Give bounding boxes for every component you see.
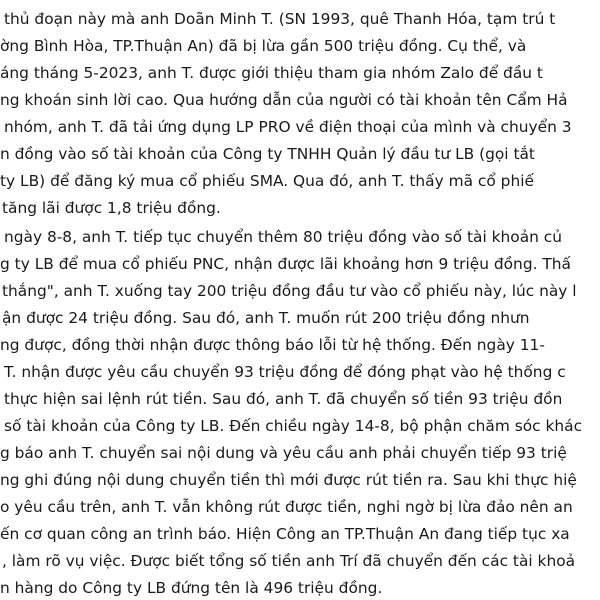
paragraph-line: g báo anh T. chuyển sai nội dung và yêu cầu anh phải chuyển tiếp 93 triệ	[0, 444, 567, 462]
paragraph-line: ng ghi đúng nội dung chuyển tiền thì mới được rút tiền ra. Sau khi thực hiệ	[0, 471, 577, 489]
paragraph-line: áng tháng 5-2023, anh T. được giới thiệu tham gia nhóm Zalo để đầu t	[0, 64, 543, 82]
paragraph-line: thắng", anh T. xuống tay 200 triệu đồng đầu tư vào cổ phiếu này, lúc này l	[2, 282, 577, 300]
paragraph-line: ng khoán sinh lời cao. Qua hướng dẫn của người có tài khoản tên Cẩm Hả	[0, 91, 568, 109]
paragraph-line: ngày 8-8, anh T. tiếp tục chuyển thêm 80 triệu đồng vào số tài khoản củ	[4, 228, 563, 246]
paragraph-line: ng được, đồng thời nhận được thông báo lỗi từ hệ thống. Đến ngày 11-	[0, 336, 545, 354]
paragraph-line: thực hiện sai lệnh rút tiền. Sau đó, anh T. đã chuyển số tiền 93 triệu đồn	[4, 390, 563, 408]
paragraph-line: n đồng vào số tài khoản của Công ty TNHH Quản lý đầu tư LB (gọi tắt	[0, 145, 535, 163]
paragraph-line: thủ đoạn này mà anh Doãn Minh T. (SN 1993, quê Thanh Hóa, tạm trú t	[4, 10, 556, 28]
paragraph-line: g ty LB để mua cổ phiếu PNC, nhận được lãi khoảng hơn 9 triệu đồng. Thấ	[0, 255, 571, 273]
article-paragraph-2	[0, 224, 600, 600]
paragraph-line: tăng lãi được 1,8 triệu đồng.	[2, 199, 221, 217]
paragraph-line: , làm rõ vụ việc. Được biết tổng số tiền anh Trí đã chuyển đến các tài khoả	[2, 552, 576, 570]
article-paragraph-1	[0, 6, 600, 222]
paragraph-line: nhóm, anh T. đã tải ứng dụng LP PRO về điện thoại của mình và chuyển 3	[4, 118, 572, 136]
paragraph-line: o yêu cầu trên, anh T. vẫn không rút được tiền, nghi ngờ bị lừa đảo nên an	[0, 498, 573, 516]
paragraph-line: ến cơ quan công an trình báo. Hiện Công an TP.Thuận An đang tiếp tục xa	[0, 525, 570, 543]
paragraph-line: n hàng do Công ty LB đứng tên là 496 triệu đồng.	[0, 579, 383, 597]
paragraph-line: số tài khoản của Công ty LB. Đến chiều ngày 14-8, bộ phận chăm sóc khác	[4, 417, 583, 435]
paragraph-line: ty LB) để đăng ký mua cổ phiếu SMA. Qua đó, anh T. thấy mã cổ phiế	[0, 172, 534, 190]
paragraph-line: ờng Bình Hòa, TP.Thuận An) đã bị lừa gần 500 triệu đồng. Cụ thể, và	[0, 37, 527, 55]
paragraph-line: ận được 24 triệu đồng. Sau đó, anh T. muốn rút 200 triệu đồng nhưn	[2, 309, 530, 327]
paragraph-line: T. nhận được yêu cầu chuyển 93 triệu đồng để đóng phạt vào hệ thống c	[4, 363, 566, 381]
